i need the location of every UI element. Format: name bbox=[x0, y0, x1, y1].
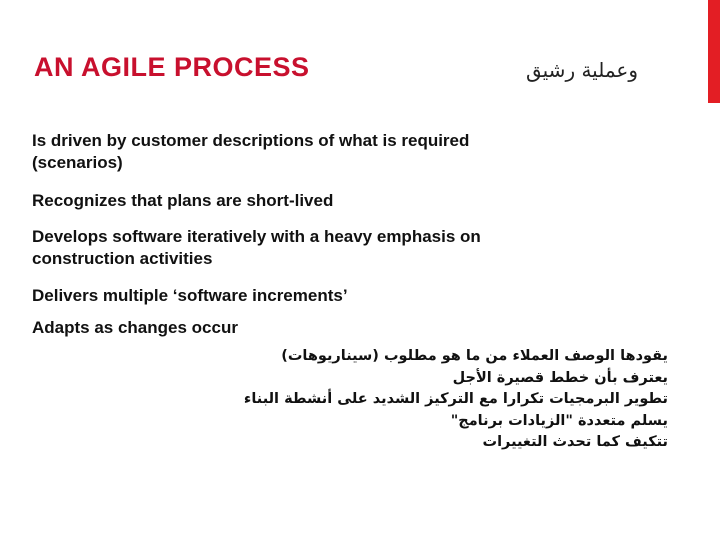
arabic-translation-block bbox=[228, 346, 668, 454]
bullet-text: Recognizes that plans are short-lived bbox=[32, 191, 334, 210]
bullet-text: Adapts as changes occur bbox=[32, 318, 238, 337]
bullet-item bbox=[32, 190, 333, 212]
slide-title: AN AGILE PROCESS bbox=[34, 52, 310, 82]
bullet-item bbox=[32, 285, 348, 307]
arabic-line: يقودها الوصف العملاء من ما هو مطلوب (سيناريوهات) bbox=[281, 348, 668, 364]
accent-bar bbox=[708, 0, 720, 103]
bullet-item bbox=[32, 317, 238, 339]
bullet-text: Develops software iteratively with a heavy emphasis on construction activities bbox=[32, 227, 481, 268]
arabic-slide-title: وعملية رشيق bbox=[525, 58, 638, 82]
arabic-line: يعترف بأن خطط قصيرة الأجل bbox=[452, 369, 668, 386]
arabic-line: تطوير البرمجيات تكرارا مع التركيز الشديد على أنشطة البناء bbox=[243, 391, 668, 407]
arabic-line: تتكيف كما تحدث التغييرات bbox=[482, 434, 668, 450]
bullet-text: Delivers multiple ‘software increments’ bbox=[32, 286, 348, 305]
bullet-text: Is driven by customer descriptions of what is required (scenarios) bbox=[32, 131, 470, 172]
bullet-item bbox=[32, 226, 572, 270]
arabic-line: يسلم متعددة "الزيادات برنامج" bbox=[450, 412, 668, 429]
bullet-item bbox=[32, 130, 552, 174]
